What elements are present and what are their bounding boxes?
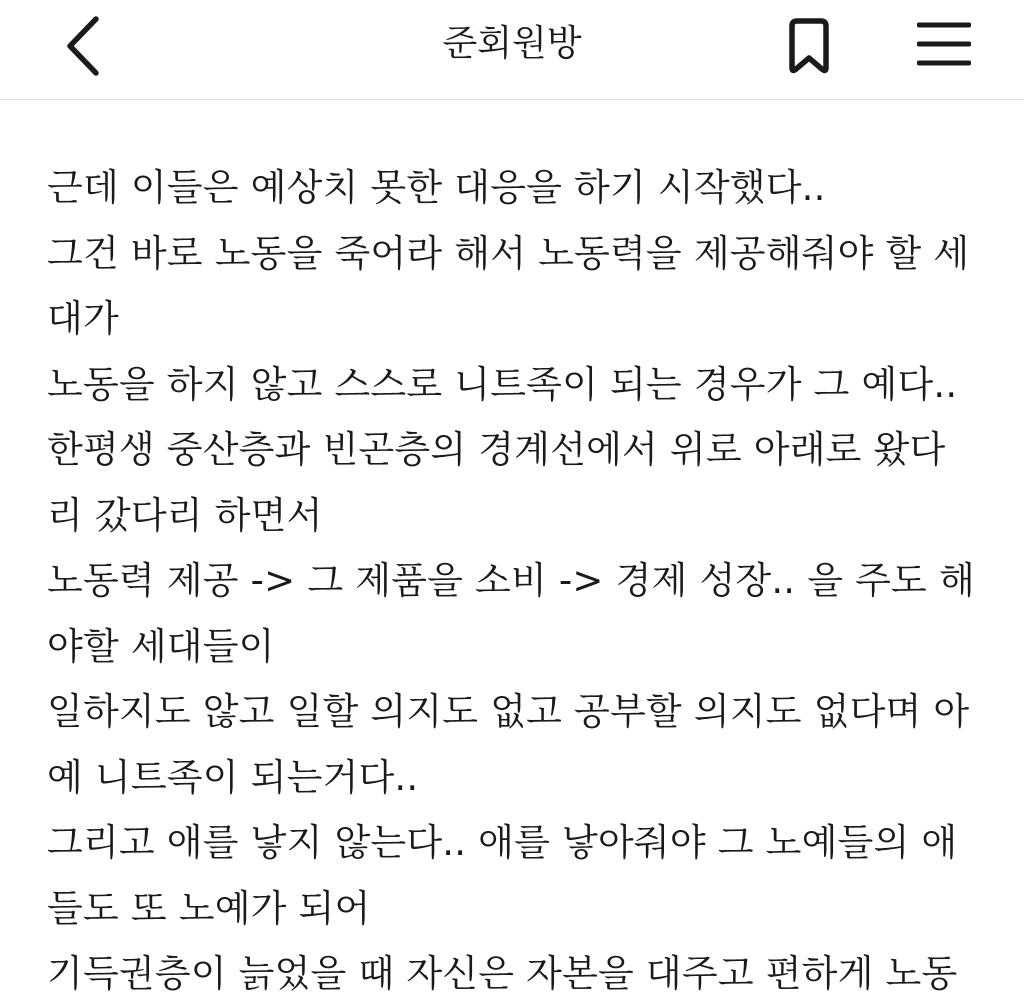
chevron-left-icon bbox=[62, 15, 102, 77]
text-line: 근데 이들은 예상치 못한 대응을 하기 시작했다.. bbox=[47, 166, 826, 209]
text-line: 들도 또 노예가 되어 bbox=[47, 886, 371, 930]
text-line: 그건 바로 노동을 죽어라 해서 노동력을 제공해줘야 할 세 bbox=[47, 231, 970, 275]
page-title: 준회원방 bbox=[442, 23, 582, 64]
article-body bbox=[47, 155, 977, 1007]
text-line: 노동력 제공 -> 그 제품을 소비 -> 경제 성장.. 을 주도 해 bbox=[47, 559, 975, 602]
top-navigation-bar bbox=[0, 0, 1024, 100]
back-button[interactable] bbox=[52, 14, 112, 78]
text-line: 그리고 애를 낳지 않는다.. 애를 낳아줘야 그 노예들의 애 bbox=[47, 821, 958, 864]
text-line: 야할 세대들이 bbox=[47, 624, 275, 668]
text-line: 대가 bbox=[47, 297, 119, 340]
text-line: 한평생 중산층과 빈곤층의 경계선에서 위로 아래로 왔다 bbox=[47, 428, 946, 471]
bookmark-icon bbox=[783, 18, 835, 74]
hamburger-menu-icon bbox=[917, 20, 971, 68]
text-line: 리 갔다리 하면서 bbox=[47, 493, 323, 537]
text-line: 노동을 하지 않고 스스로 니트족이 되는 경우가 그 예다.. bbox=[47, 362, 958, 406]
bookmark-button[interactable] bbox=[776, 14, 842, 78]
text-line: 예 니트족이 되는거다.. bbox=[47, 755, 419, 799]
text-line: 일하지도 않고 일할 의지도 없고 공부할 의지도 없다며 아 bbox=[47, 690, 970, 733]
menu-button[interactable] bbox=[908, 12, 980, 76]
text-line: 기득권층이 늙었을 때 자신은 자본을 대주고 편하게 노동 bbox=[47, 952, 958, 995]
